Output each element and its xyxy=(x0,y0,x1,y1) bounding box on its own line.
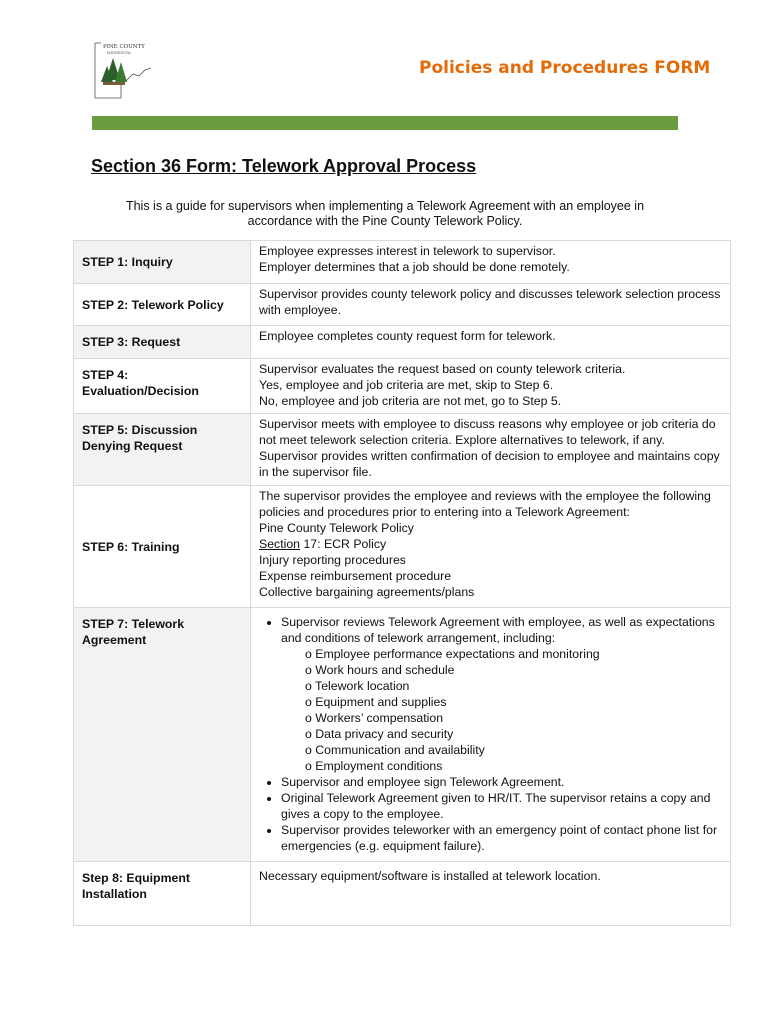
list-item: o Workers’ compensation xyxy=(305,710,722,726)
step-description: Supervisor meets with employee to discuss reasons why employee or job criteria do not meet telework selection criteria. Explore alternatives to telework, if any. Supervisor provides written confirmation of decision to employee and maintains copy in the supervisor file. xyxy=(251,414,731,486)
list-item: • Supervisor provides teleworker with an emergency point of contact phone list for emergencies (e.g. equipment failure). xyxy=(281,822,722,854)
step-label: STEP 4: Evaluation/Decision xyxy=(74,359,251,414)
list-item: o Employment conditions xyxy=(305,758,722,774)
svg-text:MINNESOTA: MINNESOTA xyxy=(107,51,131,55)
list-item: • Supervisor and employee sign Telework Agreement. xyxy=(281,774,722,790)
table-row xyxy=(74,359,731,414)
steps-table xyxy=(73,240,731,926)
step-label: Step 8: Equipment Installation xyxy=(74,862,251,926)
step-description: Necessary equipment/software is installed at telework location. xyxy=(251,862,731,926)
table-row xyxy=(74,241,731,284)
step-description: Employee completes county request form for telework. xyxy=(251,326,731,359)
agreement-subitems xyxy=(281,646,722,774)
step-description: Supervisor provides county telework policy and discusses telework selection process with employee. xyxy=(251,284,731,326)
list-item: • Supervisor reviews Telework Agreement with employee, as well as expectations and conditions of telework arrangement, including: o Employee performance expectations and monitoring o Work hours and schedule o Telework location o Equipment and supplies o Workers’ compensation o Data privacy and security o Communication and availability o Employment conditions xyxy=(281,614,722,774)
table-row xyxy=(74,326,731,359)
svg-text:PINE COUNTY: PINE COUNTY xyxy=(103,44,145,50)
pine-county-logo xyxy=(93,40,153,100)
list-item: o Work hours and schedule xyxy=(305,662,722,678)
table-row xyxy=(74,414,731,486)
header-bar xyxy=(92,116,678,130)
step-label: STEP 2: Telework Policy xyxy=(74,284,251,326)
list-item: o Telework location xyxy=(305,678,722,694)
step-description: Supervisor evaluates the request based on county telework criteria. Yes, employee and job criteria are met, skip to Step 6. No, employee and job criteria are not met, go to Step 5. xyxy=(251,359,731,414)
step-label: STEP 3: Request xyxy=(74,326,251,359)
list-item: o Employee performance expectations and monitoring xyxy=(305,646,722,662)
section-link[interactable]: Section xyxy=(259,537,301,551)
step-label: STEP 5: Discussion Denying Request xyxy=(74,414,251,486)
list-item: o Data privacy and security xyxy=(305,726,722,742)
table-row xyxy=(74,862,731,926)
form-title: Policies and Procedures FORM xyxy=(419,58,711,78)
section-title: Section 36 Form: Telework Approval Process xyxy=(91,156,477,176)
agreement-bullets xyxy=(259,614,722,854)
step-description xyxy=(251,608,731,862)
table-row xyxy=(74,608,731,862)
step-label: STEP 6: Training xyxy=(74,486,251,608)
intro-text: This is a guide for supervisors when implementing a Telework Agreement with an employee in accordance with the Pine County Telework Policy. xyxy=(125,199,645,228)
step-label: STEP 1: Inquiry xyxy=(74,241,251,284)
step-description: The supervisor provides the employee and reviews with the employee the following policies and procedures prior to entering into a Telework Agreement: Pine County Telework Policy Section 17: ECR Policy Injury reporting procedures Expense reimbursement procedure Collective bargaining agreements/plans xyxy=(251,486,731,608)
list-item: o Communication and availability xyxy=(305,742,722,758)
step-description: Employee expresses interest in telework to supervisor. Employer determines that a job should be done remotely. xyxy=(251,241,731,284)
list-item: • Original Telework Agreement given to HR/IT. The supervisor retains a copy and gives a copy to the employee. xyxy=(281,790,722,822)
list-item: o Equipment and supplies xyxy=(305,694,722,710)
table-row xyxy=(74,284,731,326)
step-label: STEP 7: Telework Agreement xyxy=(74,608,251,862)
table-row xyxy=(74,486,731,608)
